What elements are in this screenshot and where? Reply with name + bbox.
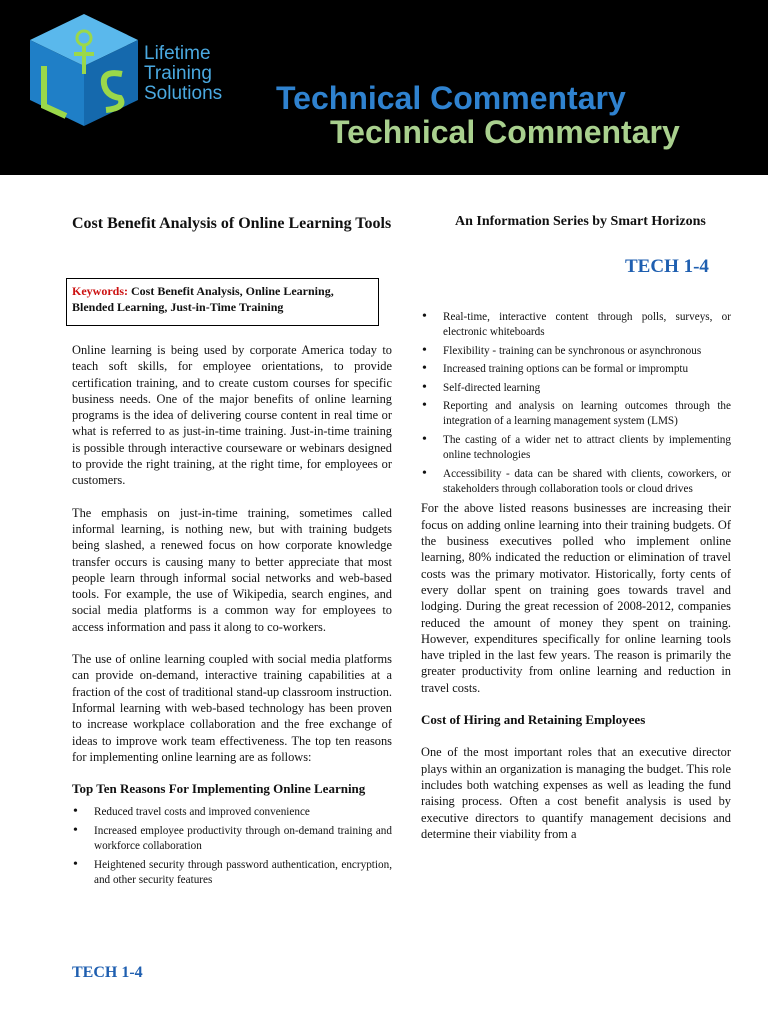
header-title-secondary: Technical Commentary [330,114,680,150]
lts-logo-cube-icon [30,14,138,126]
header-title-primary: Technical Commentary [276,80,626,116]
list-item: • Self-directed learning [421,381,731,396]
list-item: • Heightened security through password authentication, encryption, and other security features [72,858,392,889]
list-item: • Increased training options can be formal or impromptu [421,362,731,377]
header-banner [0,0,768,175]
left-column [72,342,392,891]
keywords-line-2: Blended Learning, Just-in-Time Training [72,300,284,314]
logo-line-3: Solutions [144,83,223,104]
paragraph: The use of online learning coupled with social media platforms can provide on-demand, interactive training capabilities at a fraction of the cost of traditional stand-up classroom instruction. Informal learning with web-based technology has been proven to increase workplace collaboration and the free exchange of ideas to improve work team effectiveness. The top ten reasons for implementing online learning are as follows: [72,652,392,764]
footer-tech-code: TECH 1-4 [72,964,143,981]
logo-line-2: Training [144,63,212,84]
list-item: • Real-time, interactive content through polls, surveys, or electronic whiteboards [421,310,731,341]
logo-line-1: Lifetime [144,43,211,64]
list-item: • The casting of a wider net to attract clients by implementing online technologies [421,433,731,464]
tech-code: TECH 1-4 [625,256,709,277]
series-subtitle: An Information Series by Smart Horizons [455,214,706,229]
list-item: • Reduced travel costs and improved convenience [72,805,392,820]
keywords-line-1: Cost Benefit Analysis, Online Learning, [131,284,334,298]
reasons-list-part-1 [72,805,392,888]
list-item: • Accessibility - data can be shared with clients, coworkers, or stakeholders through collaboration tools or cloud drives [421,467,731,498]
right-column [421,310,731,858]
paragraph: Online learning is being used by corporate America today to teach soft skills, for employee orientations, to provide certification training, and to create custom courses for specific business needs. One of the major benefits of online learning programs is the idea of delivering course content in real time or what is referred to as just-in-time training. Just-in-time training is possible through interactive courseware or webinars designed to provide the right training, at the right time, for employees or customers. [72,343,392,488]
paragraph: For the above listed reasons businesses are increasing their focus on adding online learning into their training budgets. Of the business executives polled who implement online learning, 80% indicated the reduction or elimination of travel costs was the primary motivator. Historically, forty cents of every dollar spent on training goes towards travel and lodging. During the great recession of 2008-2012, companies reduced the amount of money they spent on training. However, expenditures specifically for online learning tools have tripled in the last few years. The reason is primarily the greater productivity from online learning and reduction in travel costs. [421,501,731,695]
logo-wordmark [144,44,222,104]
reasons-list-part-2 [421,310,731,497]
keywords-box [66,278,379,326]
section-heading: Cost of Hiring and Retaining Employees [421,712,646,728]
list-heading: Top Ten Reasons For Implementing Online Learning [72,781,366,797]
document-title: Cost Benefit Analysis of Online Learning Tools [72,215,392,232]
list-item: • Flexibility - training can be synchronous or asynchronous [421,344,731,359]
list-item: • Reporting and analysis on learning outcomes through the integration of a learning management system (LMS) [421,399,731,430]
list-item: • Increased employee productivity through on-demand training and workforce collaboration [72,824,392,855]
paragraph: The emphasis on just-in-time training, sometimes called informal learning, is nothing new, but with training budgets being slashed, a renewed focus on how corporate knowledge transfer occurs is causing many to better appreciate that most people learn through informal social networks and web-based tools. For example, the use of Wikipedia, search engines, and social media platforms is a common way for employees to access information and pass it along to co-workers. [72,505,392,634]
keywords-label: Keywords: [72,284,128,298]
paragraph: One of the most important roles that an executive director plays within an organization is managing the budget. This role includes both watching expenses as well as leading the fund raising process. Often a cost benefit analysis is used by executive directors to quantify management decisions and determine their viability from a [421,745,731,841]
